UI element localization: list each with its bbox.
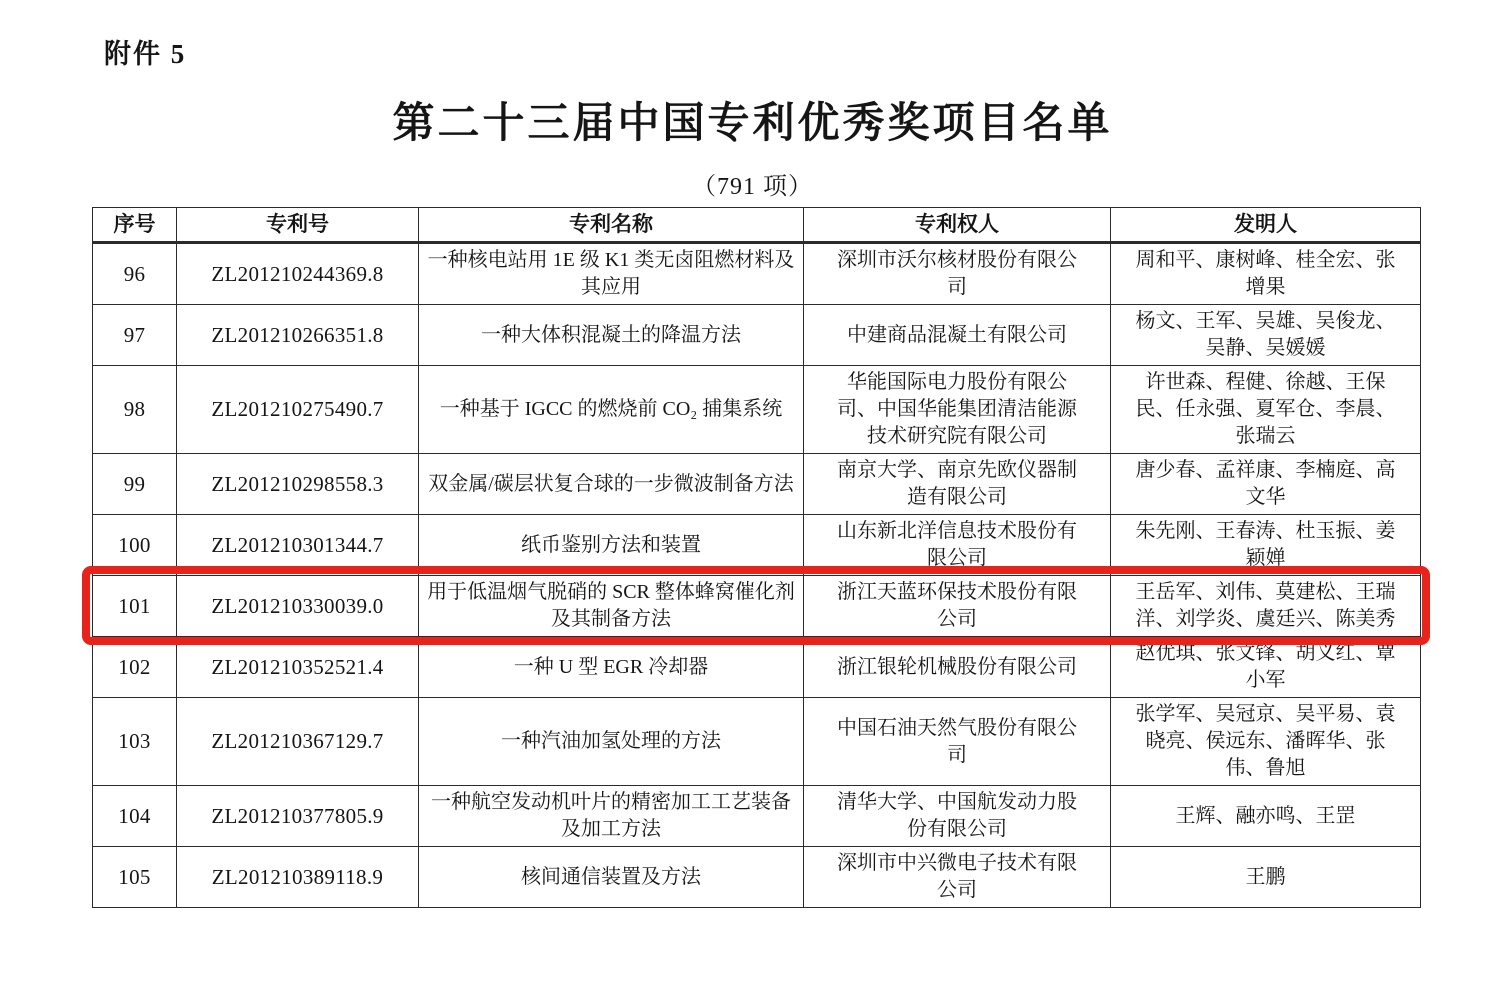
cell-inventors: 赵优琪、张文锋、胡义红、覃小军 <box>1111 637 1421 698</box>
cell-patentee: 深圳市沃尔核材股份有限公司 <box>804 243 1111 305</box>
cell-patent-number: ZL201210275490.7 <box>177 366 419 454</box>
table-header-row <box>93 208 1421 243</box>
cell-patentee: 山东新北洋信息技术股份有限公司 <box>804 515 1111 576</box>
cell-serial: 105 <box>93 847 177 908</box>
cell-serial: 104 <box>93 786 177 847</box>
cell-inventors: 朱先刚、王春涛、杜玉振、姜颖婵 <box>1111 515 1421 576</box>
column-header-patentee: 专利权人 <box>804 208 1111 243</box>
cell-inventors: 王岳军、刘伟、莫建松、王瑞洋、刘学炎、虞廷兴、陈美秀 <box>1111 576 1421 637</box>
item-count-subtitle: （791 项） <box>692 174 813 200</box>
cell-patent-name: 用于低温烟气脱硝的 SCR 整体蜂窝催化剂及其制备方法 <box>419 576 804 637</box>
cell-inventors: 王鹏 <box>1111 847 1421 908</box>
cell-patentee: 中国石油天然气股份有限公司 <box>804 698 1111 786</box>
column-header-inventors: 发明人 <box>1111 208 1421 243</box>
table-row <box>93 515 1421 576</box>
table-row <box>93 637 1421 698</box>
cell-patent-name: 一种大体积混凝土的降温方法 <box>419 305 804 366</box>
cell-patent-number: ZL201210330039.0 <box>177 576 419 637</box>
cell-patent-name: 一种基于 IGCC 的燃烧前 CO₂ 捕集系统 <box>419 366 804 454</box>
cell-patentee: 深圳市中兴微电子技术有限公司 <box>804 847 1111 908</box>
table-row <box>93 454 1421 515</box>
column-header-patent-number: 专利号 <box>177 208 419 243</box>
cell-patent-number: ZL201210298558.3 <box>177 454 419 515</box>
table-row-highlighted <box>93 576 1421 637</box>
cell-patentee: 华能国际电力股份有限公司、中国华能集团清洁能源技术研究院有限公司 <box>804 366 1111 454</box>
cell-patent-name: 一种核电站用 1E 级 K1 类无卤阻燃材料及其应用 <box>419 243 804 305</box>
cell-patentee: 浙江天蓝环保技术股份有限公司 <box>804 576 1111 637</box>
cell-patent-number: ZL201210377805.9 <box>177 786 419 847</box>
cell-patent-name: 一种 U 型 EGR 冷却器 <box>419 637 804 698</box>
table-row <box>93 366 1421 454</box>
cell-patentee: 南京大学、南京先欧仪器制造有限公司 <box>804 454 1111 515</box>
cell-serial: 103 <box>93 698 177 786</box>
cell-patent-name: 纸币鉴别方法和装置 <box>419 515 804 576</box>
page-title: 第二十三届中国专利优秀奖项目名单 <box>392 101 1113 147</box>
attachment-label: 附件 5 <box>104 39 187 69</box>
patent-award-table <box>92 207 1421 908</box>
cell-patent-name: 双金属/碳层状复合球的一步微波制备方法 <box>419 454 804 515</box>
table-row <box>93 698 1421 786</box>
table-row <box>93 243 1421 305</box>
patent-table-container <box>92 207 1420 908</box>
column-header-serial: 序号 <box>93 208 177 243</box>
cell-patent-number: ZL201210244369.8 <box>177 243 419 305</box>
cell-patentee: 浙江银轮机械股份有限公司 <box>804 637 1111 698</box>
cell-patent-name: 核间通信装置及方法 <box>419 847 804 908</box>
cell-serial: 100 <box>93 515 177 576</box>
table-row <box>93 847 1421 908</box>
table-row <box>93 305 1421 366</box>
cell-inventors: 杨文、王军、吴雄、吴俊龙、吴静、吴媛媛 <box>1111 305 1421 366</box>
cell-serial: 97 <box>93 305 177 366</box>
cell-patentee: 中建商品混凝土有限公司 <box>804 305 1111 366</box>
table-row <box>93 786 1421 847</box>
column-header-patent-name: 专利名称 <box>419 208 804 243</box>
cell-patent-number: ZL201210352521.4 <box>177 637 419 698</box>
cell-inventors: 许世森、程健、徐越、王保民、任永强、夏军仓、李晨、张瑞云 <box>1111 366 1421 454</box>
cell-patent-name: 一种航空发动机叶片的精密加工工艺装备及加工方法 <box>419 786 804 847</box>
cell-patentee: 清华大学、中国航发动力股份有限公司 <box>804 786 1111 847</box>
cell-patent-number: ZL201210367129.7 <box>177 698 419 786</box>
cell-serial: 101 <box>93 576 177 637</box>
cell-patent-number: ZL201210301344.7 <box>177 515 419 576</box>
cell-patent-name: 一种汽油加氢处理的方法 <box>419 698 804 786</box>
cell-patent-number: ZL201210389118.9 <box>177 847 419 908</box>
cell-inventors: 周和平、康树峰、桂全宏、张增果 <box>1111 243 1421 305</box>
cell-inventors: 唐少春、孟祥康、李楠庭、高文华 <box>1111 454 1421 515</box>
cell-inventors: 张学军、吴冠京、吴平易、袁晓亮、侯远东、潘晖华、张伟、鲁旭 <box>1111 698 1421 786</box>
cell-serial: 99 <box>93 454 177 515</box>
cell-patent-number: ZL201210266351.8 <box>177 305 419 366</box>
cell-serial: 102 <box>93 637 177 698</box>
cell-serial: 96 <box>93 243 177 305</box>
cell-serial: 98 <box>93 366 177 454</box>
cell-inventors: 王辉、融亦鸣、王罡 <box>1111 786 1421 847</box>
